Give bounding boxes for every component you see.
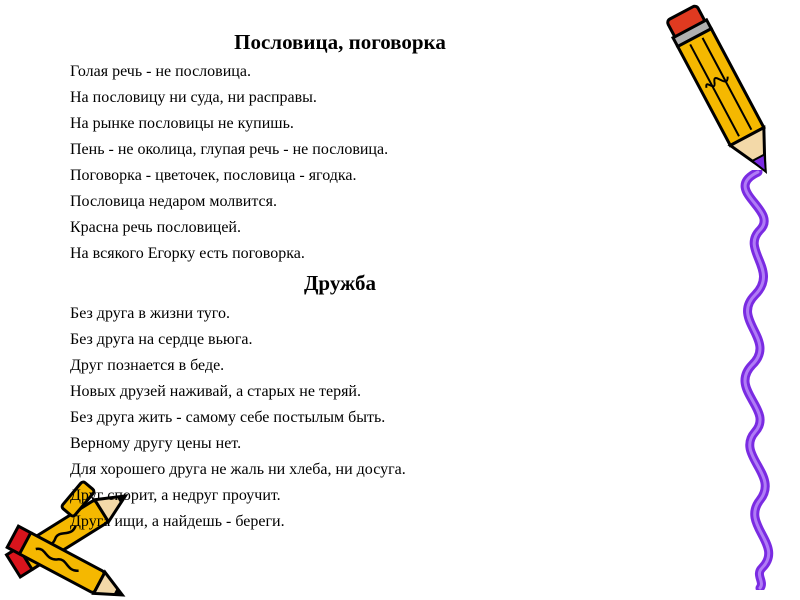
list-item: На пословицу ни суда, ни расправы. [70,89,317,106]
proverbs-heading: Пословица, поговорка [234,30,446,54]
friendship-list [70,301,710,535]
purple-wave-icon [700,170,800,590]
list-item: Пословица недаром молвится. [70,193,277,210]
list-item: Друг спорит, а недруг проучит. [70,487,281,504]
list-item: Друга ищи, а найдешь - береги. [70,513,285,530]
list-item: Поговорка - цветочек, пословица - ягодка. [70,167,357,184]
list-item: Пень - не околица, глупая речь - не пословица. [70,141,389,158]
list-item: На всякого Егорку есть поговорка. [70,245,305,262]
list-item: Верному другу цены нет. [70,435,242,452]
text-block [70,28,710,535]
proverbs-list [70,59,710,267]
list-item: Красна речь пословицей. [70,219,241,236]
friendship-heading: Дружба [303,271,377,295]
list-item: На рынке пословицы не купишь. [70,115,294,132]
list-item: Без друга в жизни туго. [70,305,230,322]
list-item: Для хорошего друга не жаль ни хлеба, ни досуга. [70,461,406,478]
list-item: Друг познается в беде. [70,357,225,374]
list-item: Без друга на сердце вьюга. [70,331,253,348]
list-item: Голая речь - не пословица. [70,63,251,80]
list-item: Новых друзей наживай, а старых не теряй. [70,383,361,400]
list-item: Без друга жить - самому себе постылым быть. [70,409,386,426]
